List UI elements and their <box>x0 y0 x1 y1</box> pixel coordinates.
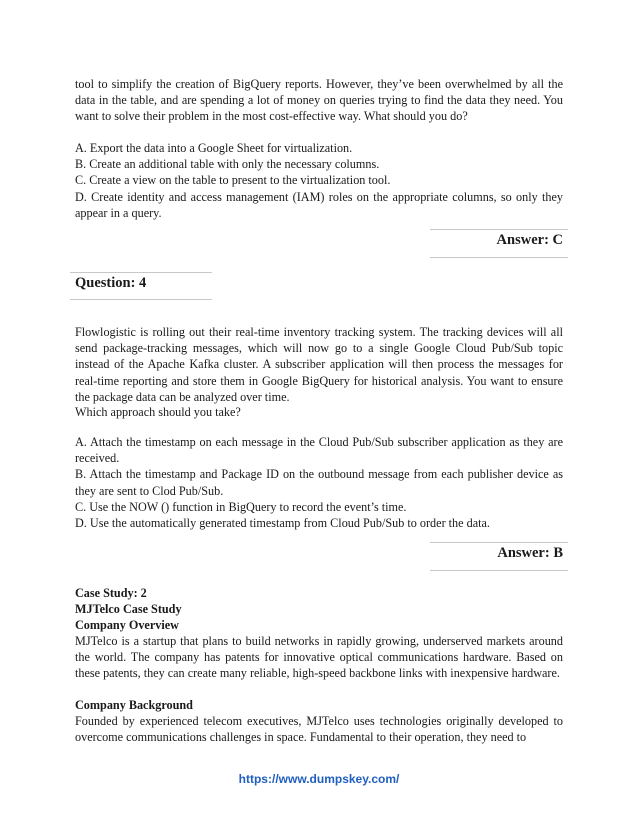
q4-answer-top-rule <box>430 542 568 543</box>
q3-answer-top-rule <box>430 229 568 230</box>
q4-paragraph: Flowlogistic is rolling out their real-time inventory tracking system. The tracking devices will all send package-tracking messages, which will now go to a single Google Cloud Pub/Sub topic instead of the Apache Kafka cluster. A subscriber application will then process the messages for real-time reporting and store them in Google BigQuery for historical analysis. You want to ensure the package data can be analyzed over time. <box>75 325 563 404</box>
q3-option-c: C. Create a view on the table to present to the virtualization tool. <box>75 173 391 188</box>
intro-paragraph: tool to simplify the creation of BigQuery reports. However, they’ve been overwhelmed by all the data in the table, and are spending a lot of money on queries trying to find the data they need. You want to solve their problem in the most cost-effective way. What should you do? <box>75 77 563 124</box>
case-study-title: MJTelco Case Study <box>75 602 182 616</box>
company-overview-heading: Company Overview <box>75 618 179 632</box>
q4-option-c: C. Use the NOW () function in BigQuery to record the event’s time. <box>75 499 407 514</box>
q4-answer: Answer: B <box>497 545 563 561</box>
q3-answer: Answer: C <box>496 232 563 248</box>
q4-prompt: Which approach should you take? <box>75 405 241 419</box>
q4-heading-bottom-rule <box>70 299 212 300</box>
company-background-heading: Company Background <box>75 698 193 712</box>
q3-option-b: B. Create an additional table with only the necessary columns. <box>75 157 380 172</box>
footer-url-link[interactable]: https://www.dumpskey.com/ <box>238 772 400 786</box>
q4-heading: Question: 4 <box>75 275 147 291</box>
q4-heading-top-rule <box>70 272 212 273</box>
q4-answer-bottom-rule <box>430 570 568 571</box>
q3-options <box>75 140 563 221</box>
q3-option-a: A. Export the data into a Google Sheet for virtualization. <box>75 141 353 155</box>
company-overview-text: MJTelco is a startup that plans to build networks in rapidly growing, underserved markets around the world. The company has patents for innovative optical communications hardware. Based on these patents, they can create many reliable, high-speed backbone links with inexpensive hardware. <box>75 634 563 681</box>
case-study-label: Case Study: 2 <box>75 586 147 600</box>
q3-answer-bottom-rule <box>430 257 568 258</box>
q3-option-d: D. Create identity and access management (IAM) roles on the appropriate columns, so only they appear in a query. <box>75 189 563 220</box>
q4-option-d: D. Use the automatically generated timestamp from Cloud Pub/Sub to order the data. <box>75 516 490 531</box>
q4-option-b: B. Attach the timestamp and Package ID on the outbound message from each publisher device as they are sent to Clod Pub/Sub. <box>75 467 563 498</box>
company-background-text: Founded by experienced telecom executives, MJTelco uses technologies originally developed to overcome communications challenges in space. Fundamental to their operation, they need to <box>75 714 563 745</box>
q4-option-a: A. Attach the timestamp on each message in the Cloud Pub/Sub subscriber application as they are received. <box>75 435 563 466</box>
q4-options <box>75 434 563 531</box>
